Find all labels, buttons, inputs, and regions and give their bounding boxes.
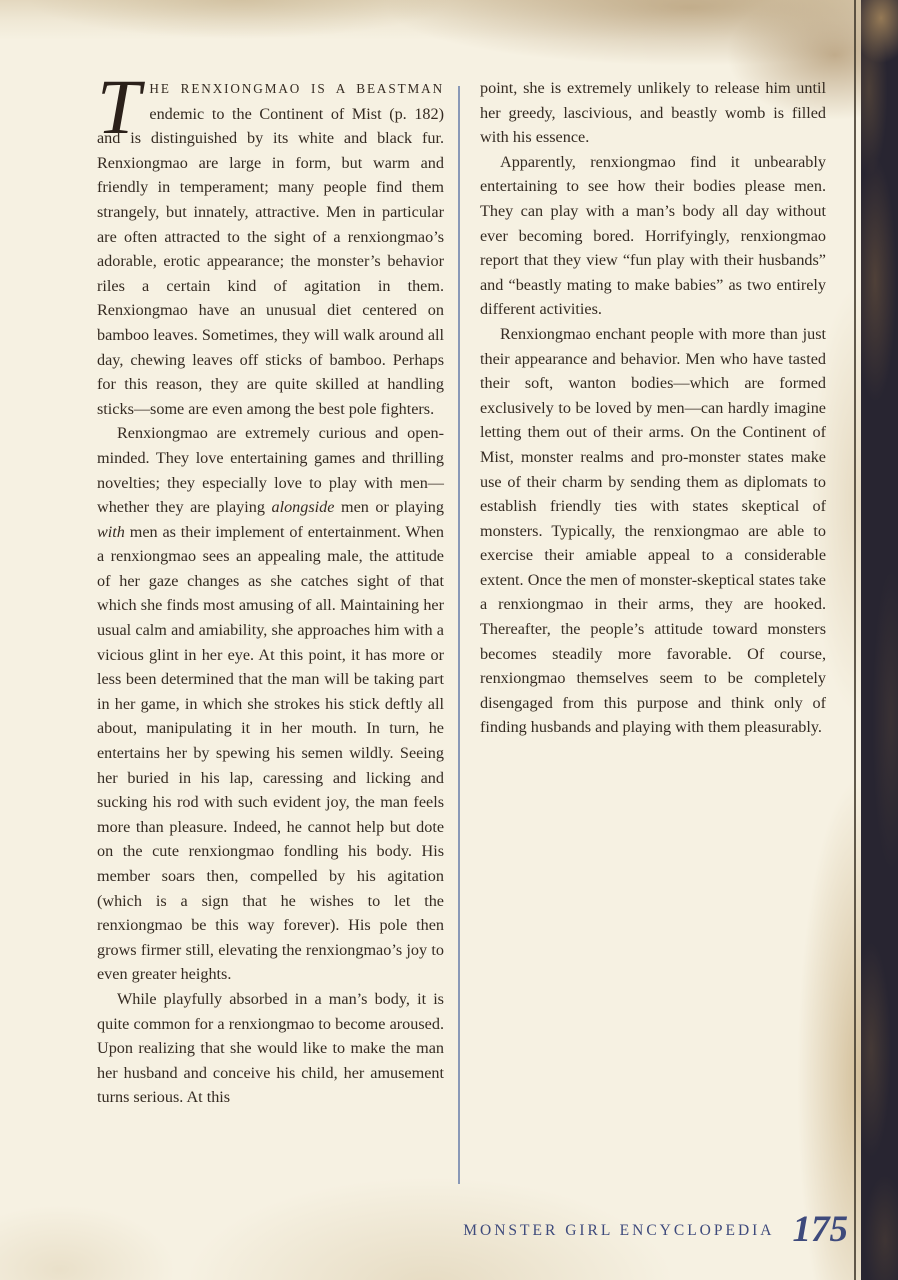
text-run: While playfully absorbed in a man’s body, it is quite common for a renxiongmao to become aroused. Upon realizing that she would like to make the man her husband and conceive his child, her amusement turns serious. At this [97, 989, 444, 1107]
paragraph [480, 76, 826, 150]
text-run: point, she is extremely unlikely to release him until her greedy, lascivious, and beastly womb is filled with his essence. [480, 79, 826, 147]
drop-cap: T [97, 63, 141, 150]
article-body [97, 63, 826, 1110]
text-column-right [480, 76, 826, 1110]
text-run: Renxiongmao enchant people with more than just their appearance and behavior. Men who have tasted their soft, wanton bodies—which are formed exclusively to be loved by men—can hardly imagine letting them out of their arms. On the Continent of Mist, monster realms and pro-monster states make use of their charm by sending them as diplomats to establish friendly ties with states skeptical of monsters. Typically, the renxiongmao are able to exercise their amiable appeal to a considerable extent. Once the men of monster-skeptical states take a renxiongmao in their arms, they are hooked. Thereafter, the people’s attitude toward monsters becomes steadily more favorable. Of course, renxiongmao themselves seem to be completely disengaged from this purpose and think only of finding husbands and playing with them pleasurably. [480, 324, 826, 737]
text-column-left [97, 63, 444, 1110]
book-binding-edge [861, 0, 898, 1280]
page-number: 175 [792, 1209, 848, 1250]
text-run: alongside [271, 498, 335, 517]
text-run: endemic to the Continent of Mist (p. 182) and is distinguished by its white and black fur. Renxiongmao are large in form, but warm and friendly in temperament; many people find them strangely, but innately, attractive. Men in particular are often attracted to the sight of a renxiongmao’s adorable, erotic appearance; the monster’s behavior riles a certain kind of agitation in them. Renxiongmao have an unusual diet centered on bamboo leaves. Sometimes, they will walk around all day, chewing leaves off sticks of bamboo. Perhaps for this reason, they are quite skilled at handling sticks—some are even among the best pole fighters. [97, 104, 444, 418]
page-footer [463, 1208, 848, 1251]
text-run: men or playing [334, 498, 444, 517]
paragraph [97, 987, 444, 1110]
paragraph [480, 322, 826, 740]
text-run: Apparently, renxiongmao find it unbearably entertaining to see how their bodies please men. They can play with a man’s body all day without ever becoming bored. Horrifyingly, renxiongmao report that they view “fun play with their husbands” and “beastly mating to make babies” as two entirely different activities. [480, 152, 826, 319]
book-title: MONSTER GIRL ENCYCLOPEDIA [463, 1222, 775, 1239]
paragraph [97, 421, 444, 987]
text-run: Renxiongmao are extremely curious and open-minded. They love entertaining games and thrilling novelties; they especially love to play with men—whether they are playing [97, 424, 444, 517]
text-run: men as their implement of entertainment. When a renxiongmao sees an appealing male, the attitude of her gaze changes as she catches sight of that which she finds most amusing of all. Maintaining her usual calm and amiability, she approaches him with a vicious glint in her eye. At this point, it has more or less been determined that the man will be taking part in her game, in which she strokes his stick deftly all about, manipulating it in her mouth. In turn, he entertains her by spewing his semen wildly. Seeing her buried in his lap, caressing and licking and sucking his rod with such evident joy, the man feels more than pleasure. Indeed, he cannot help but dote on the cute renxiongmao fondling his body. His member soars then, compelled by his agitation (which is a sign that he wishes to let the renxiongmao be this way forever). His pole then grows firmer still, elevating the renxiongmao’s joy to even greater heights. [97, 522, 444, 984]
page-edge-line [854, 0, 856, 1280]
text-run: with [97, 522, 125, 541]
lead-paragraph [97, 63, 444, 421]
lead-smallcaps: HE RENXIONGMAO IS A BEASTMAN [149, 81, 444, 96]
paragraph [480, 150, 826, 322]
